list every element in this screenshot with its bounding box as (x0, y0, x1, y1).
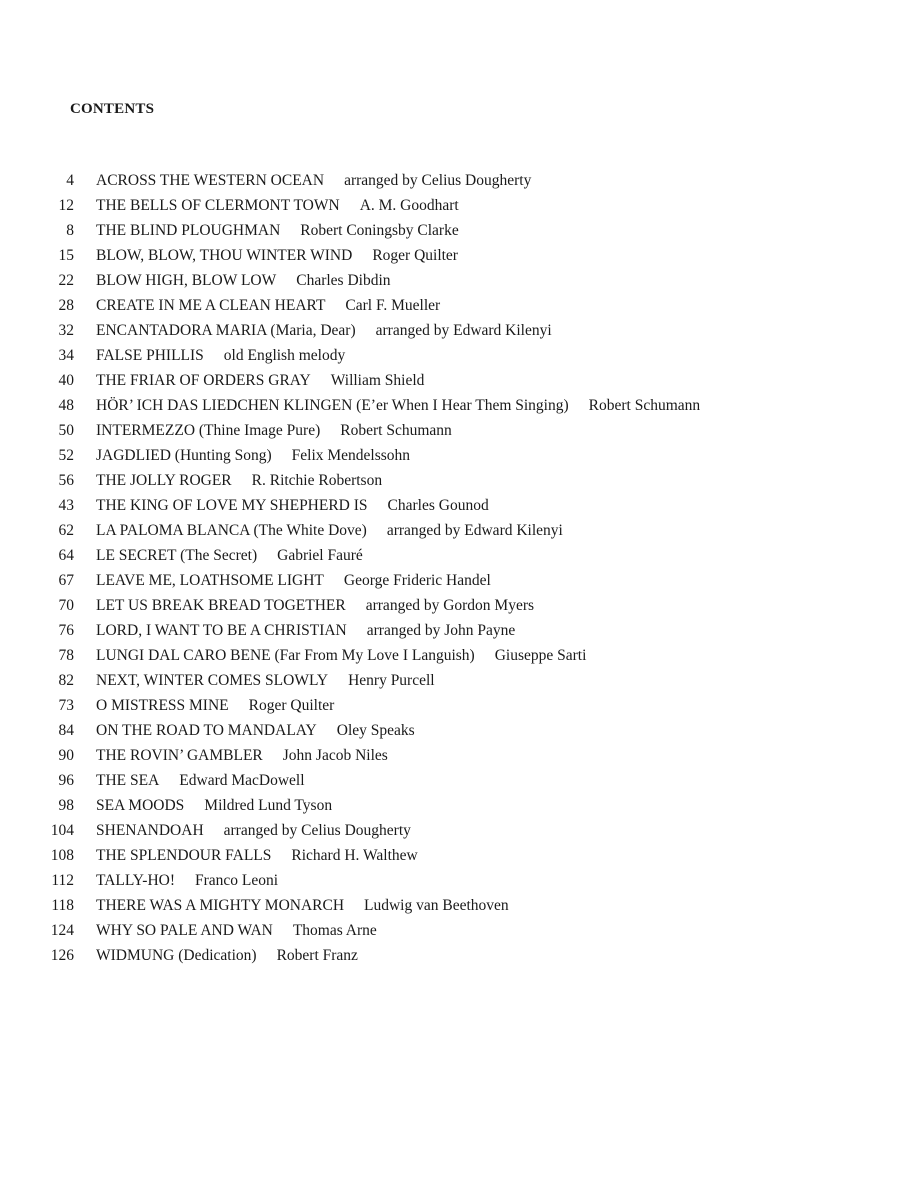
entry-page-number: 70 (58, 597, 74, 614)
entry-song-title: LORD, I WANT TO BE A CHRISTIAN (96, 622, 347, 639)
contents-entry (0, 743, 900, 768)
contents-entry (0, 493, 900, 518)
contents-entry (0, 668, 900, 693)
entry-composer: Mildred Lund Tyson (204, 797, 333, 814)
entry-composer: arranged by Celius Dougherty (223, 822, 411, 839)
entry-composer: Franco Leoni (195, 872, 279, 889)
contents-entry (0, 518, 900, 543)
entry-page-number: 124 (50, 922, 74, 939)
contents-entry (0, 718, 900, 743)
entry-page-number: 126 (50, 947, 74, 964)
entry-composer: Robert Franz (276, 947, 358, 964)
entry-page-number: 12 (58, 197, 74, 214)
contents-list (0, 168, 900, 968)
contents-entry (0, 543, 900, 568)
entry-composer: Charles Dibdin (296, 272, 391, 289)
contents-entry (0, 768, 900, 793)
entry-composer: arranged by John Payne (366, 622, 516, 639)
entry-composer: Giuseppe Sarti (494, 647, 587, 664)
entry-composer: old English melody (223, 347, 346, 364)
page-title: CONTENTS (70, 101, 155, 117)
entry-composer: arranged by Gordon Myers (365, 597, 535, 614)
entry-composer: Felix Mendelssohn (291, 447, 411, 464)
entry-page-number: 112 (51, 872, 74, 889)
entry-song-title: CREATE IN ME A CLEAN HEART (96, 297, 326, 314)
entry-composer: arranged by Edward Kilenyi (386, 522, 563, 539)
entry-song-title: THE ROVIN’ GAMBLER (96, 747, 263, 764)
contents-entry (0, 368, 900, 393)
entry-song-title: INTERMEZZO (Thine Image Pure) (96, 422, 321, 439)
entry-composer: Robert Schumann (340, 422, 452, 439)
entry-song-title: THE KING OF LOVE MY SHEPHERD IS (96, 497, 368, 514)
entry-page-number: 22 (58, 272, 74, 289)
entry-composer: Henry Purcell (348, 672, 435, 689)
entry-song-title: THE SEA (96, 772, 160, 789)
entry-page-number: 78 (58, 647, 74, 664)
entry-song-title: SEA MOODS (96, 797, 185, 814)
entry-composer: Edward MacDowell (179, 772, 305, 789)
contents-entry (0, 193, 900, 218)
contents-entry (0, 893, 900, 918)
entry-page-number: 56 (58, 472, 74, 489)
entry-song-title: THE BELLS OF CLERMONT TOWN (96, 197, 340, 214)
contents-entry (0, 943, 900, 968)
contents-entry (0, 443, 900, 468)
entry-song-title: SHENANDOAH (96, 822, 204, 839)
entry-page-number: 62 (58, 522, 74, 539)
entry-song-title: BLOW HIGH, BLOW LOW (96, 272, 277, 289)
entry-song-title: BLOW, BLOW, THOU WINTER WIND (96, 247, 353, 264)
entry-page-number: 28 (58, 297, 74, 314)
entry-song-title: LET US BREAK BREAD TOGETHER (96, 597, 346, 614)
contents-entry (0, 318, 900, 343)
entry-page-number: 52 (58, 447, 74, 464)
contents-entry (0, 418, 900, 443)
entry-page-number: 8 (66, 222, 74, 239)
entry-page-number: 48 (58, 397, 74, 414)
entry-page-number: 118 (51, 897, 74, 914)
entry-page-number: 98 (58, 797, 74, 814)
entry-composer: Robert Coningsby Clarke (300, 222, 459, 239)
contents-entry (0, 343, 900, 368)
entry-page-number: 43 (58, 497, 74, 514)
entry-song-title: THE FRIAR OF ORDERS GRAY (96, 372, 311, 389)
entry-page-number: 76 (58, 622, 74, 639)
contents-entry (0, 468, 900, 493)
entry-song-title: TALLY-HO! (96, 872, 175, 889)
entry-song-title: FALSE PHILLIS (96, 347, 204, 364)
entry-composer: Richard H. Walthew (291, 847, 418, 864)
entry-song-title: ACROSS THE WESTERN OCEAN (96, 172, 325, 189)
entry-song-title: THE BLIND PLOUGHMAN (96, 222, 281, 239)
entry-page-number: 40 (58, 372, 74, 389)
entry-composer: Oley Speaks (336, 722, 415, 739)
contents-entry (0, 568, 900, 593)
contents-entry (0, 793, 900, 818)
entry-song-title: WHY SO PALE AND WAN (96, 922, 273, 939)
contents-entry (0, 618, 900, 643)
contents-entry (0, 643, 900, 668)
entry-composer: Gabriel Fauré (277, 547, 363, 564)
entry-composer: Roger Quilter (248, 697, 335, 714)
entry-song-title: ENCANTADORA MARIA (Maria, Dear) (96, 322, 356, 339)
entry-composer: Thomas Arne (292, 922, 377, 939)
contents-entry (0, 293, 900, 318)
entry-song-title: LA PALOMA BLANCA (The White Dove) (96, 522, 367, 539)
entry-song-title: WIDMUNG (Dedication) (96, 947, 257, 964)
entry-song-title: LUNGI DAL CARO BENE (Far From My Love I Languish) (96, 647, 475, 664)
contents-entry (0, 918, 900, 943)
entry-page-number: 104 (50, 822, 74, 839)
entry-page-number: 108 (50, 847, 74, 864)
entry-page-number: 90 (58, 747, 74, 764)
contents-entry (0, 593, 900, 618)
entry-page-number: 84 (58, 722, 74, 739)
entry-page-number: 73 (58, 697, 74, 714)
entry-song-title: O MISTRESS MINE (96, 697, 229, 714)
contents-entry (0, 818, 900, 843)
contents-entry (0, 168, 900, 193)
entry-composer: Ludwig van Beethoven (364, 897, 509, 914)
entry-page-number: 50 (58, 422, 74, 439)
entry-page-number: 67 (58, 572, 74, 589)
entry-song-title: JAGDLIED (Hunting Song) (96, 447, 272, 464)
entry-page-number: 4 (66, 172, 74, 189)
contents-entry (0, 868, 900, 893)
contents-entry (0, 393, 900, 418)
entry-song-title: HÖR’ ICH DAS LIEDCHEN KLINGEN (E’er When I Hear Them Singing) (96, 397, 569, 414)
entry-page-number: 64 (58, 547, 74, 564)
contents-entry (0, 693, 900, 718)
entry-song-title: LEAVE ME, LOATHSOME LIGHT (96, 572, 324, 589)
entry-song-title: THERE WAS A MIGHTY MONARCH (96, 897, 345, 914)
entry-composer: Carl F. Mueller (345, 297, 441, 314)
entry-composer: John Jacob Niles (282, 747, 388, 764)
entry-composer: R. Ritchie Robertson (251, 472, 383, 489)
entry-page-number: 82 (58, 672, 74, 689)
entry-composer: arranged by Edward Kilenyi (375, 322, 552, 339)
entry-song-title: THE JOLLY ROGER (96, 472, 232, 489)
entry-composer: arranged by Celius Dougherty (344, 172, 532, 189)
entry-composer: Robert Schumann (588, 397, 701, 414)
contents-entry (0, 268, 900, 293)
entry-composer: George Frideric Handel (343, 572, 491, 589)
entry-page-number: 96 (58, 772, 74, 789)
entry-page-number: 32 (58, 322, 74, 339)
entry-composer: Roger Quilter (372, 247, 458, 264)
contents-entry (0, 243, 900, 268)
contents-entry (0, 218, 900, 243)
entry-page-number: 15 (58, 247, 74, 264)
entry-composer: A. M. Goodhart (359, 197, 459, 214)
entry-page-number: 34 (58, 347, 74, 364)
contents-entry (0, 843, 900, 868)
entry-song-title: LE SECRET (The Secret) (96, 547, 258, 564)
entry-composer: William Shield (330, 372, 425, 389)
entry-song-title: NEXT, WINTER COMES SLOWLY (96, 672, 329, 689)
entry-song-title: THE SPLENDOUR FALLS (96, 847, 272, 864)
entry-composer: Charles Gounod (387, 497, 489, 514)
entry-song-title: ON THE ROAD TO MANDALAY (96, 722, 317, 739)
